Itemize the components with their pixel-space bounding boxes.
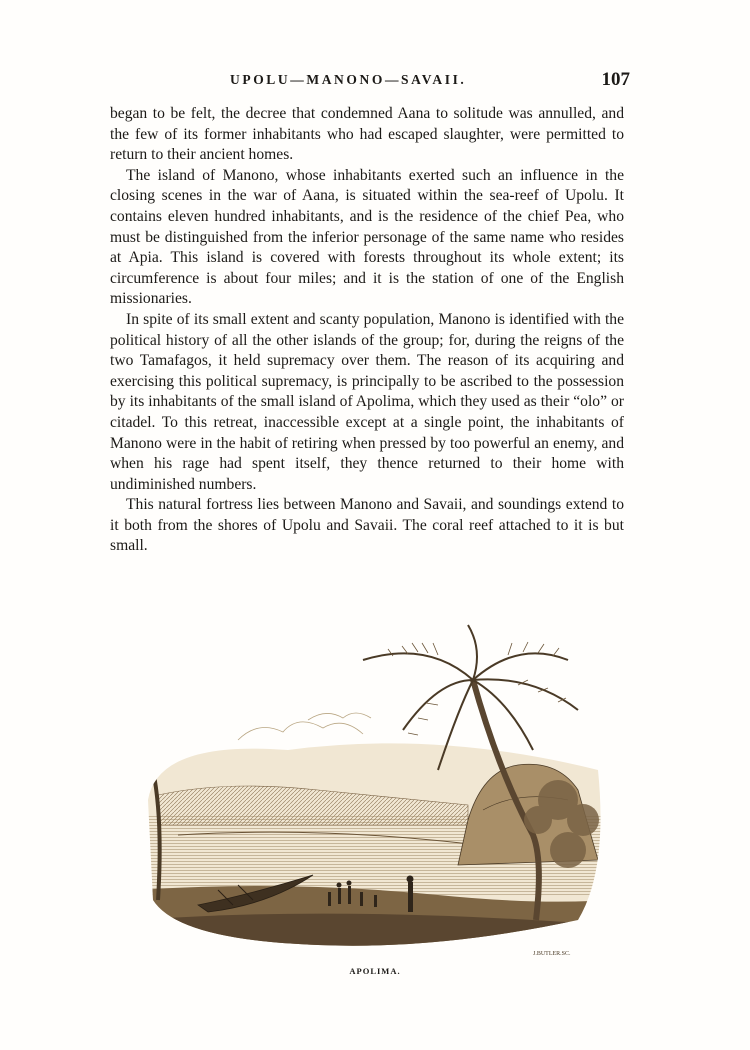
running-title: UPOLU—MANONO—SAVAII. <box>230 72 467 87</box>
paragraph-1: began to be felt, the decree that condemned Aana to solitude was annulled, and the few of its former inhabitants who had escaped slaughter, were permitted to return to their ancient homes. <box>110 105 624 164</box>
body-text <box>110 104 624 557</box>
figure-caption: APOLIMA. <box>349 966 401 976</box>
paragraph-4: This natural fortress lies between Manono and Savaii, and soundings extend to it both from the shores of Upolu and Savaii. The coral reef attached to it is but small. <box>110 496 624 555</box>
running-head <box>110 69 630 94</box>
engraver-signature: J.BUTLER.SC. <box>533 951 571 957</box>
page-number: 107 <box>601 69 630 90</box>
paragraph-2: The island of Manono, whose inhabitants exerted such an influence in the closing scenes in the war of Aana, is situated within the sea-reef of Upolu. It contains eleven hundred inhabitants, and is the residence of the chief Pea, who must be distinguished from the inferior personage of the same name who resides at Apia. This island is covered with forests throughout its whole extent; its circumference is about four miles; and it is the station of one of the English missionaries. <box>110 166 624 308</box>
apolima-engraving <box>138 620 608 960</box>
paragraph-3: In spite of its small extent and scanty population, Manono is identified with the political history of all the other islands of the group; for, during the reigns of the two Tamafagos, it held supremacy over them. The reason of its acquiring and exercising this political supremacy, is principally to be ascribed to the possession by its inhabitants of the small island of Apolima, which they used as their “olo” or citadel. To this retreat, inaccessible except at a single point, the inhabitants of Manono were in the habit of retiring when pressed by too powerful an enemy, and when his rage had spent itself, they thence returned to their home with undiminished numbers. <box>110 310 624 493</box>
